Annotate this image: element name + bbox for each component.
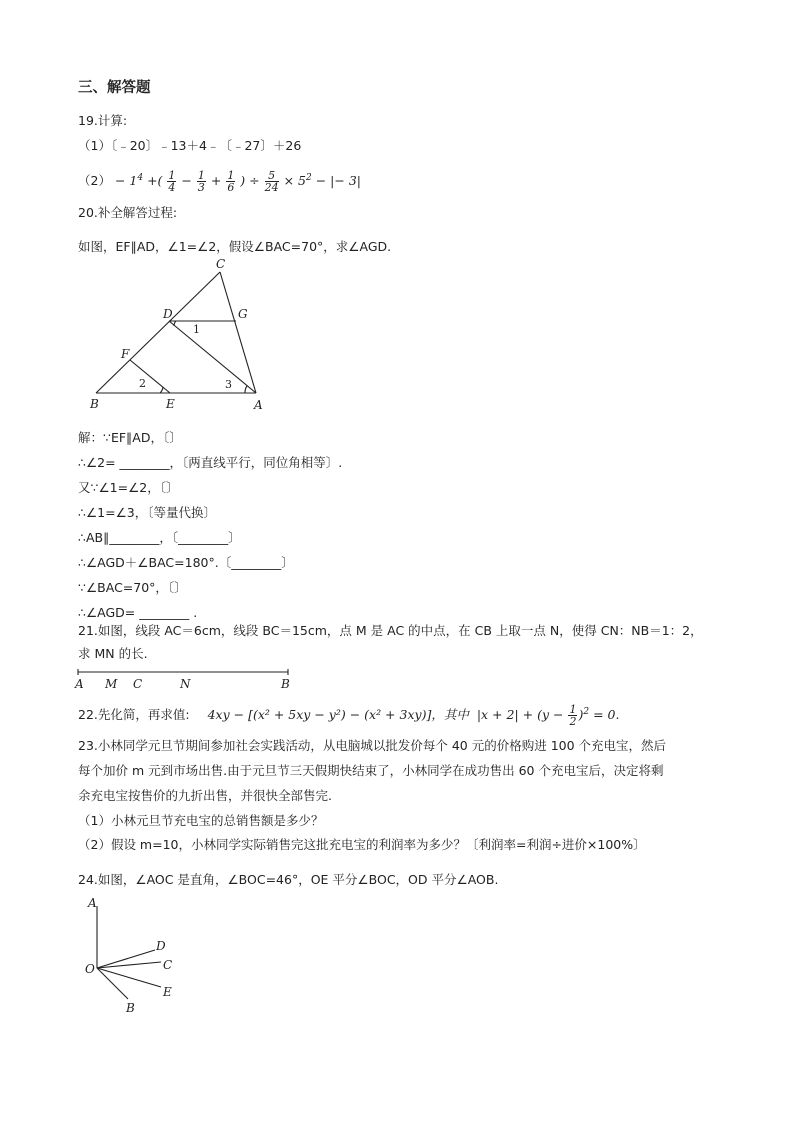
expr-op: + (210, 173, 222, 189)
expr-op: ) (578, 707, 584, 723)
fraction (226, 170, 235, 193)
q22-condition (476, 703, 620, 729)
expr-term: − |− 3| (315, 173, 361, 189)
label-G: G (238, 307, 248, 321)
segment-figure (72, 666, 296, 692)
fraction-denominator: 6 (227, 181, 235, 195)
fraction (167, 170, 176, 193)
label-B: B (126, 1001, 135, 1015)
label-angle-1: 1 (193, 323, 200, 336)
q20-step: ∴AB∥________，〔________〕 (78, 530, 241, 545)
segment-CA (220, 272, 256, 393)
segment-FE (130, 360, 170, 393)
label-C: C (216, 257, 226, 271)
expr-exponent: 2 (306, 173, 312, 183)
label-B: B (90, 397, 99, 411)
label-D: D (156, 939, 166, 953)
fraction-numerator: 1 (227, 169, 235, 183)
q19-part2-expression (114, 169, 361, 195)
q20-step: 解：∵EF∥AD，〔〕 (78, 430, 182, 445)
label-C: C (163, 958, 173, 972)
q23-part1: （1）小林元旦节充电宝的总销售额是多少？ (78, 813, 324, 828)
angle-3-arc (245, 386, 247, 393)
expr-term: |x + 2| + (y − (476, 707, 564, 723)
expr-term: = 0. (593, 707, 620, 723)
q20-step: ∴∠2= ________，〔两直线平行，同位角相等〕. (78, 455, 343, 470)
fraction-numerator: 1 (197, 169, 205, 183)
q20-prompt: 如图，EF∥AD，∠1=∠2，假设∠BAC=70°，求∠AGD. (78, 239, 392, 254)
label-angle-3: 3 (225, 378, 232, 391)
segment-DA (169, 321, 256, 393)
q20-step: ∴∠1=∠3，〔等量代换〕 (78, 505, 216, 520)
fraction-denominator: 24 (264, 181, 279, 195)
angle-2-arc (160, 387, 163, 393)
expr-op: − (181, 173, 192, 189)
q20-step: 又∵∠1=∠2，〔〕 (78, 480, 179, 495)
expr-op: × 5 (283, 173, 306, 189)
q21-line2: 求 MN 的长. (78, 646, 148, 661)
label-A: A (254, 398, 263, 412)
q20-title: 20.补全解答过程: (78, 205, 178, 220)
angle-1-arc (174, 321, 176, 326)
q20-step: ∵∠BAC=70°，〔〕 (78, 580, 187, 595)
q21-line1: 21.如图，线段 AC＝6cm，线段 BC＝15cm，点 M 是 AC 的中点，在 CB 上取一点 N，使得 CN：NB＝1：2， (78, 623, 703, 638)
label-B: B (281, 677, 290, 691)
label-A: A (88, 896, 97, 910)
angle-figure (80, 892, 190, 1018)
q24-prompt: 24.如图，∠AOC 是直角，∠BOC=46°，OE 平分∠BOC，OD 平分∠AOB. (78, 872, 499, 887)
q23-line3: 余充电宝按售价的九折出售，并很快全部售完. (78, 788, 332, 803)
q20-step: ∴∠AGD= ________ . (78, 605, 198, 620)
label-F: F (121, 347, 130, 361)
q23-part2: （2）假设 m=10，小林同学实际销售完这批充电宝的利润率为多少？〔利润率=利润÷进价×100%〕 (78, 837, 646, 852)
fraction (568, 704, 577, 727)
q19-part2-label: （2） (78, 173, 111, 189)
label-angle-2: 2 (139, 377, 146, 390)
expr-op: +( (147, 173, 163, 189)
q20-step: ∴∠AGD＋∠BAC=180°.〔________〕 (78, 555, 294, 570)
q22-expression: 4xy − [(x² + 5xy − y²) − (x² + 3xy)]，其中 (207, 707, 469, 723)
expr-exponent: 4 (137, 173, 144, 183)
label-E: E (166, 397, 175, 411)
label-N: N (180, 677, 191, 691)
fraction (197, 170, 206, 193)
label-O: O (85, 962, 95, 976)
label-C: C (133, 677, 143, 691)
triangle-figure (78, 254, 278, 416)
q22-line (78, 700, 619, 727)
label-A: A (75, 677, 84, 691)
label-E: E (163, 985, 172, 999)
expr-op: ) ÷ (240, 173, 260, 189)
fraction-denominator: 3 (197, 181, 205, 195)
expr-term: − 1 (114, 173, 138, 189)
q19-title: 19.计算: (78, 113, 128, 128)
fraction-numerator: 1 (569, 703, 577, 717)
q23-line2: 每个加价 m 元到市场出售.由于元旦节三天假期快结束了，小林同学在成功售出 60 个充电宝后，决定将剩 (78, 763, 664, 778)
fraction (265, 170, 279, 193)
q19-part2 (78, 166, 361, 193)
label-D: D (163, 307, 173, 321)
section-title: 三、解答题 (78, 80, 151, 96)
fraction-numerator: 5 (265, 170, 279, 182)
q23-line1: 23.小林同学元旦节期间参加社会实践活动，从电脑城以批发价每个 40 元的价格购进 100 个充电宝，然后 (78, 738, 667, 753)
label-M: M (105, 677, 118, 691)
q19-part1: （1）〔﹣20〕﹣13＋4﹣〔﹣27〕＋26 (78, 138, 302, 153)
segment-BC (96, 272, 220, 393)
fraction-numerator: 1 (168, 169, 176, 183)
q22-prefix: 22.先化简，再求值: (78, 707, 190, 723)
expr-exponent: 2 (583, 707, 590, 717)
fraction-denominator: 4 (168, 181, 176, 195)
fraction-denominator: 2 (569, 715, 577, 729)
